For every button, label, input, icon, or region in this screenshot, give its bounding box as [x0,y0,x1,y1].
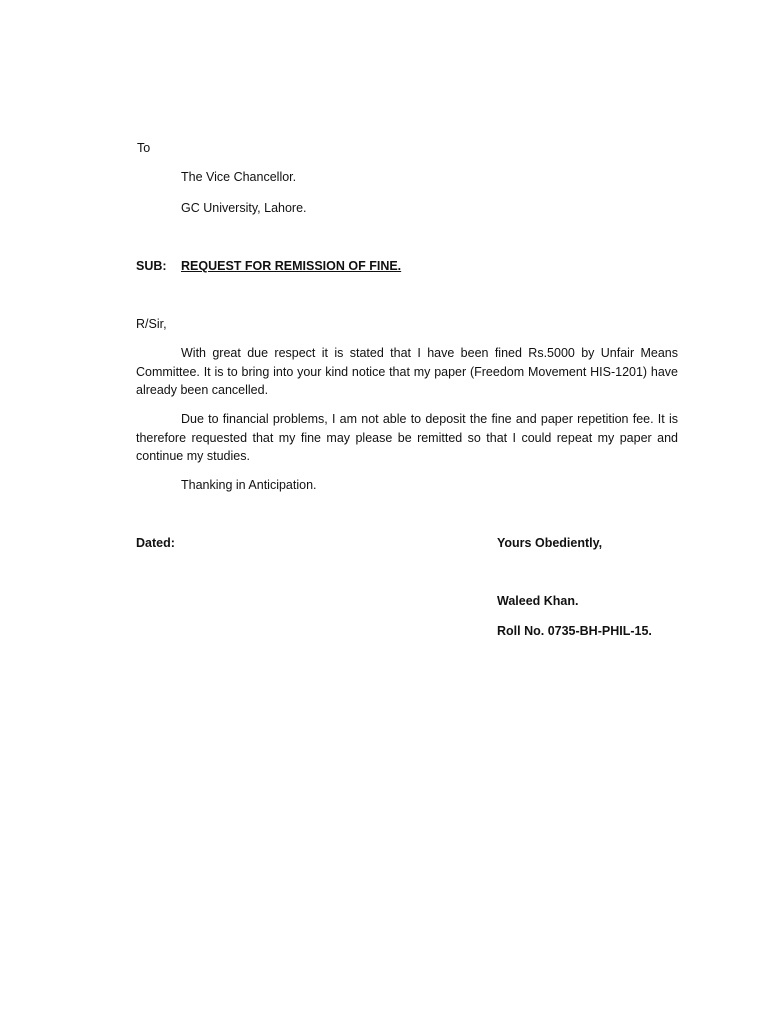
body-paragraph-2: Due to financial problems, I am not able to deposit the fine and paper repetition fee. It is therefore requested that my fine may please be remitted so that I could repeat my paper and continue my studies. [136,412,678,463]
roll-number: Roll No. 0735-BH-PHIL-15. [497,624,652,638]
salutation: R/Sir, [136,317,167,331]
recipient-title: The Vice Chancellor. [181,170,297,184]
subject-label: SUB: [136,259,167,273]
signer-name: Waleed Khan. [497,594,579,608]
to-label: To [137,141,151,155]
dated-label: Dated: [136,536,175,550]
closing: Yours Obediently, [497,536,603,550]
body-paragraph-3: Thanking in Anticipation. [181,478,317,492]
body-paragraph-1: With great due respect it is stated that I have been fined Rs.5000 by Unfair Means Committee. It is to bring into your kind notice that my paper (Freedom Movement HIS-1201) have already been cancelled. [136,346,678,397]
recipient-institution: GC University, Lahore. [181,201,307,215]
subject-text: REQUEST FOR REMISSION OF FINE. [181,259,402,273]
